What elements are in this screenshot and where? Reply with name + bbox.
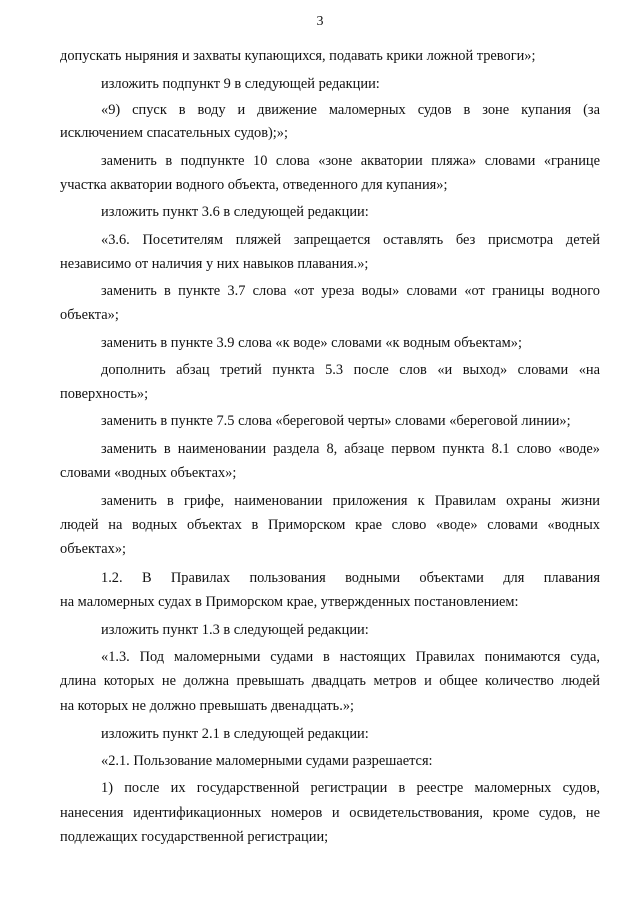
text-line: изложить пункт 2.1 в следующей редакции:	[101, 726, 369, 742]
text-line: словами «водных объектах»;	[60, 465, 237, 481]
text-line: исключением спасательных судов);»;	[60, 125, 289, 141]
text-line: на которых не должно превышать двенадцать.»;	[60, 698, 355, 714]
text-line: нанесения идентификационных номеров и освидетельствования, кроме судов, не	[60, 805, 600, 821]
text-line: дополнить абзац третий пункта 5.3 после слов «и выход» словами «на	[101, 362, 600, 378]
text-line: «9) спуск в воду и движение маломерных судов в зоне купания (за	[101, 102, 600, 118]
text-line: «2.1. Пользование маломерными судами разрешается:	[101, 753, 433, 769]
text-line: изложить пункт 3.6 в следующей редакции:	[101, 204, 369, 220]
text-line: заменить в наименовании раздела 8, абзаце первом пункта 8.1 слово «воде»	[101, 441, 600, 457]
text-line: заменить в пункте 3.9 слова «к воде» словами «к водным объектам»;	[101, 335, 522, 351]
text-line: объекта»;	[60, 307, 119, 323]
text-line: подлежащих государственной регистрации;	[60, 829, 329, 845]
page-number: 3	[316, 14, 324, 29]
text-line: изложить пункт 1.3 в следующей редакции:	[101, 622, 369, 638]
text-line: на маломерных судах в Приморском крае, утвержденных постановлением:	[60, 594, 519, 610]
text-line: независимо от наличия у них навыков плавания.»;	[60, 256, 369, 272]
text-line: участка акватории водного объекта, отведенного для купания»;	[60, 177, 448, 193]
text-line: 1) после их государственной регистрации в реестре маломерных судов,	[101, 780, 600, 796]
text-line: людей на водных объектах в Приморском крае слово «воде» словами «водных	[60, 517, 600, 533]
text-line: заменить в грифе, наименовании приложения к Правилам охраны жизни	[101, 493, 600, 509]
text-line: допускать ныряния и захваты купающихся, подавать крики ложной тревоги»;	[60, 48, 536, 64]
text-line: «3.6. Посетителям пляжей запрещается оставлять без присмотра детей	[101, 232, 600, 248]
text-line: «1.3. Под маломерными судами в настоящих Правилах понимаются суда,	[101, 649, 600, 665]
text-line: заменить в пункте 3.7 слова «от уреза воды» словами «от границы водного	[101, 283, 600, 299]
text-line: поверхность»;	[60, 386, 149, 402]
text-line: заменить в пункте 7.5 слова «береговой черты» словами «береговой линии»;	[101, 413, 571, 429]
text-line: объектах»;	[60, 541, 127, 557]
text-line: 1.2. В Правилах пользования водными объектами для плавания	[101, 570, 600, 586]
text-line: длина которых не должна превышать двадцать метров и общее количество людей	[60, 673, 600, 689]
text-line: изложить подпункт 9 в следующей редакции:	[101, 76, 380, 92]
text-line: заменить в подпункте 10 слова «зоне акватории пляжа» словами «границе	[101, 153, 600, 169]
